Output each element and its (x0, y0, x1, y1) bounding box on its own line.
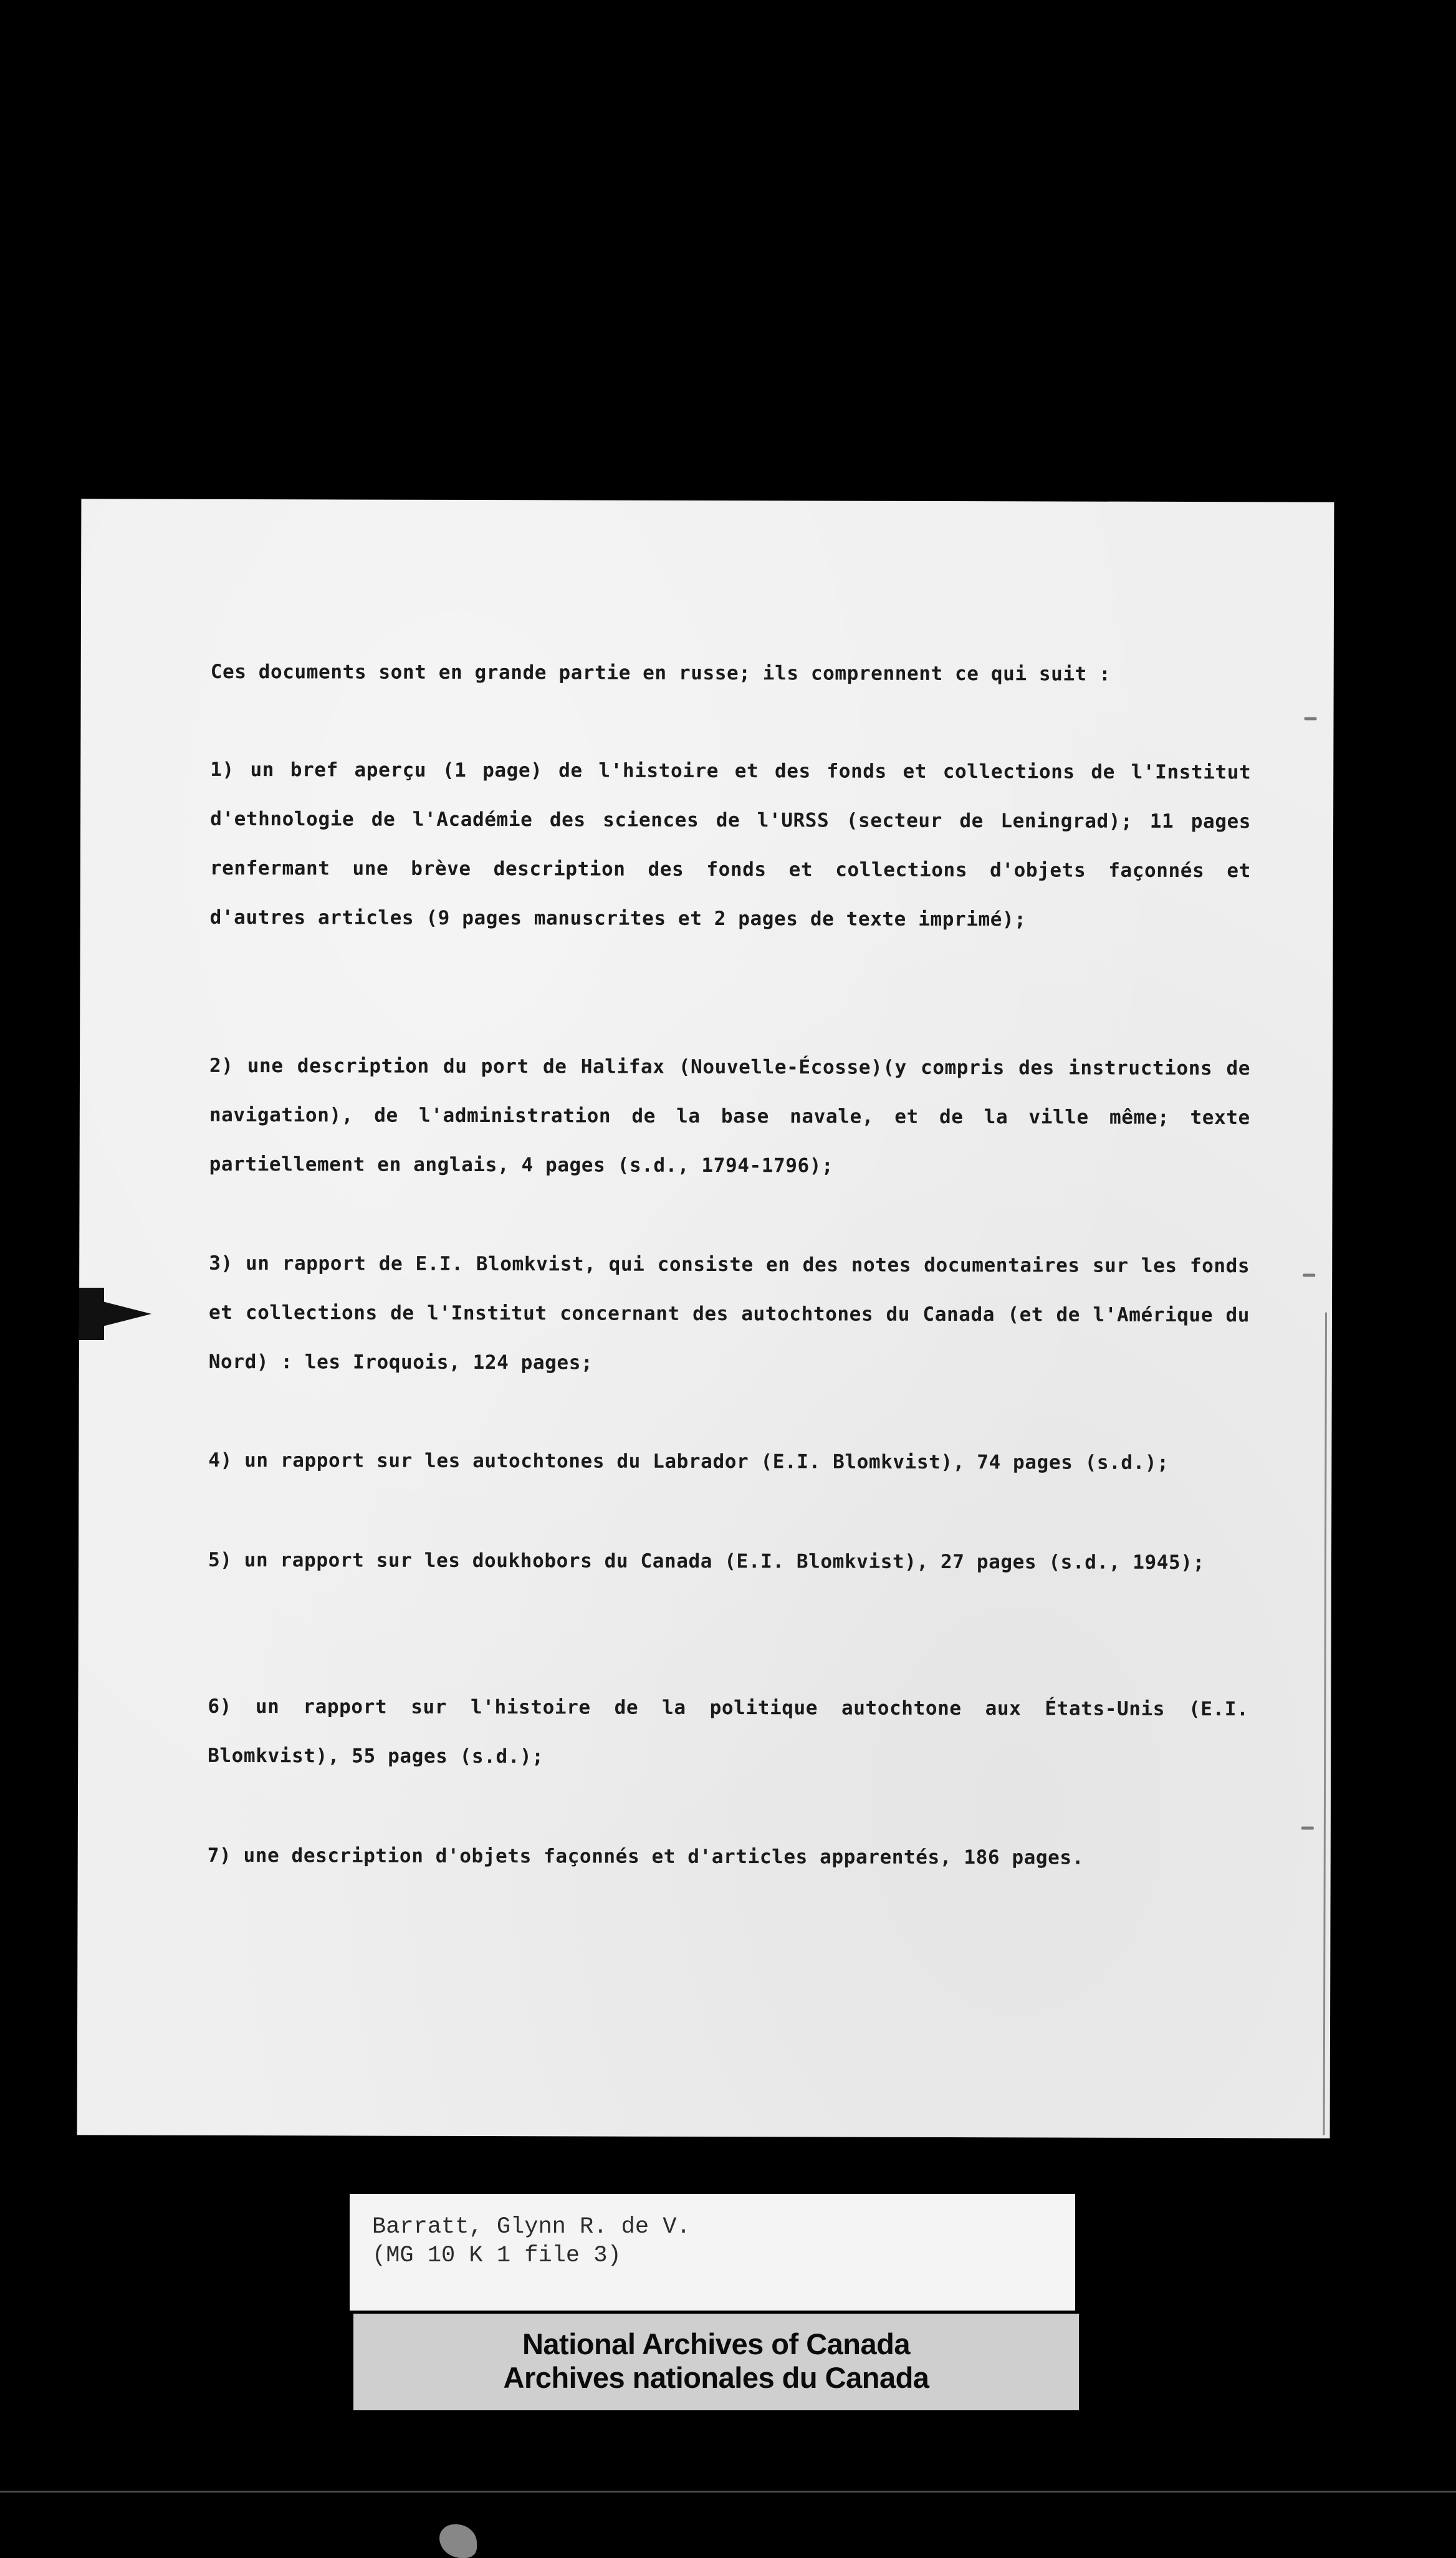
archive-name-french: Archives nationales du Canada (503, 2361, 929, 2394)
scan-speck (1303, 1274, 1315, 1277)
list-item-3: 3) un rapport de E.I. Blomkvist, qui consiste en des notes documentaires sur les fonds et collections de l'Institut concernant des autochtones du Canada (et de l'Amérique du Nord) : les Iroquois, 124 pages; (208, 1252, 1250, 1374)
list-item-5: 5) un rapport sur les doukhobors du Canada (E.I. Blomkvist), 27 pages (s.d., 1945); (208, 1548, 1205, 1574)
archive-banner (353, 2314, 1079, 2410)
intro-paragraph: Ces documents sont en grande partie en russe; ils comprennent ce qui suit : (210, 660, 1111, 686)
scan-speck (1301, 1827, 1314, 1830)
scan-speck (1305, 717, 1317, 721)
label-author: Barratt, Glynn R. de V. (372, 2214, 691, 2240)
list-item-2: 2) une description du port de Halifax (Nouvelle-Écosse)(y compris des instructions de navigation), de l'administration de la base navale, et de la ville même; texte partiellement en anglais, 4 pages (s.d., 1794-1796); (209, 1054, 1251, 1177)
label-reference: (MG 10 K 1 file 3) (372, 2243, 621, 2269)
list-item-1: 1) un bref aperçu (1 page) de l'histoire et des fonds et collections de l'Institut d'ethnologie de l'Académie des sciences de l'URSS (secteur de Leningrad); 11 pages renfermant une brève description des fonds et collections d'objets façonnés et d'autres articles (9 pages manuscrites et 2 pages de texte imprimé); (209, 758, 1252, 931)
reference-label (350, 2194, 1075, 2311)
page-edge-shadow (1323, 1313, 1327, 2135)
list-item-6: 6) un rapport sur l'histoire de la politique autochtone aux États-Unis (E.I. Blomkvist), 55 pages (s.d.); (208, 1695, 1249, 1768)
film-marker-arrow-icon (83, 1296, 151, 1331)
film-artifact (439, 2524, 477, 2558)
list-item-7: 7) une description d'objets façonnés et d'articles apparentés, 186 pages. (207, 1844, 1085, 1869)
film-frame-divider (0, 2491, 1456, 2493)
list-item-4: 4) un rapport sur les autochtones du Labrador (E.I. Blomkvist), 74 pages (s.d.); (208, 1449, 1169, 1474)
document-page (77, 499, 1334, 2138)
archive-name-english: National Archives of Canada (522, 2327, 911, 2360)
